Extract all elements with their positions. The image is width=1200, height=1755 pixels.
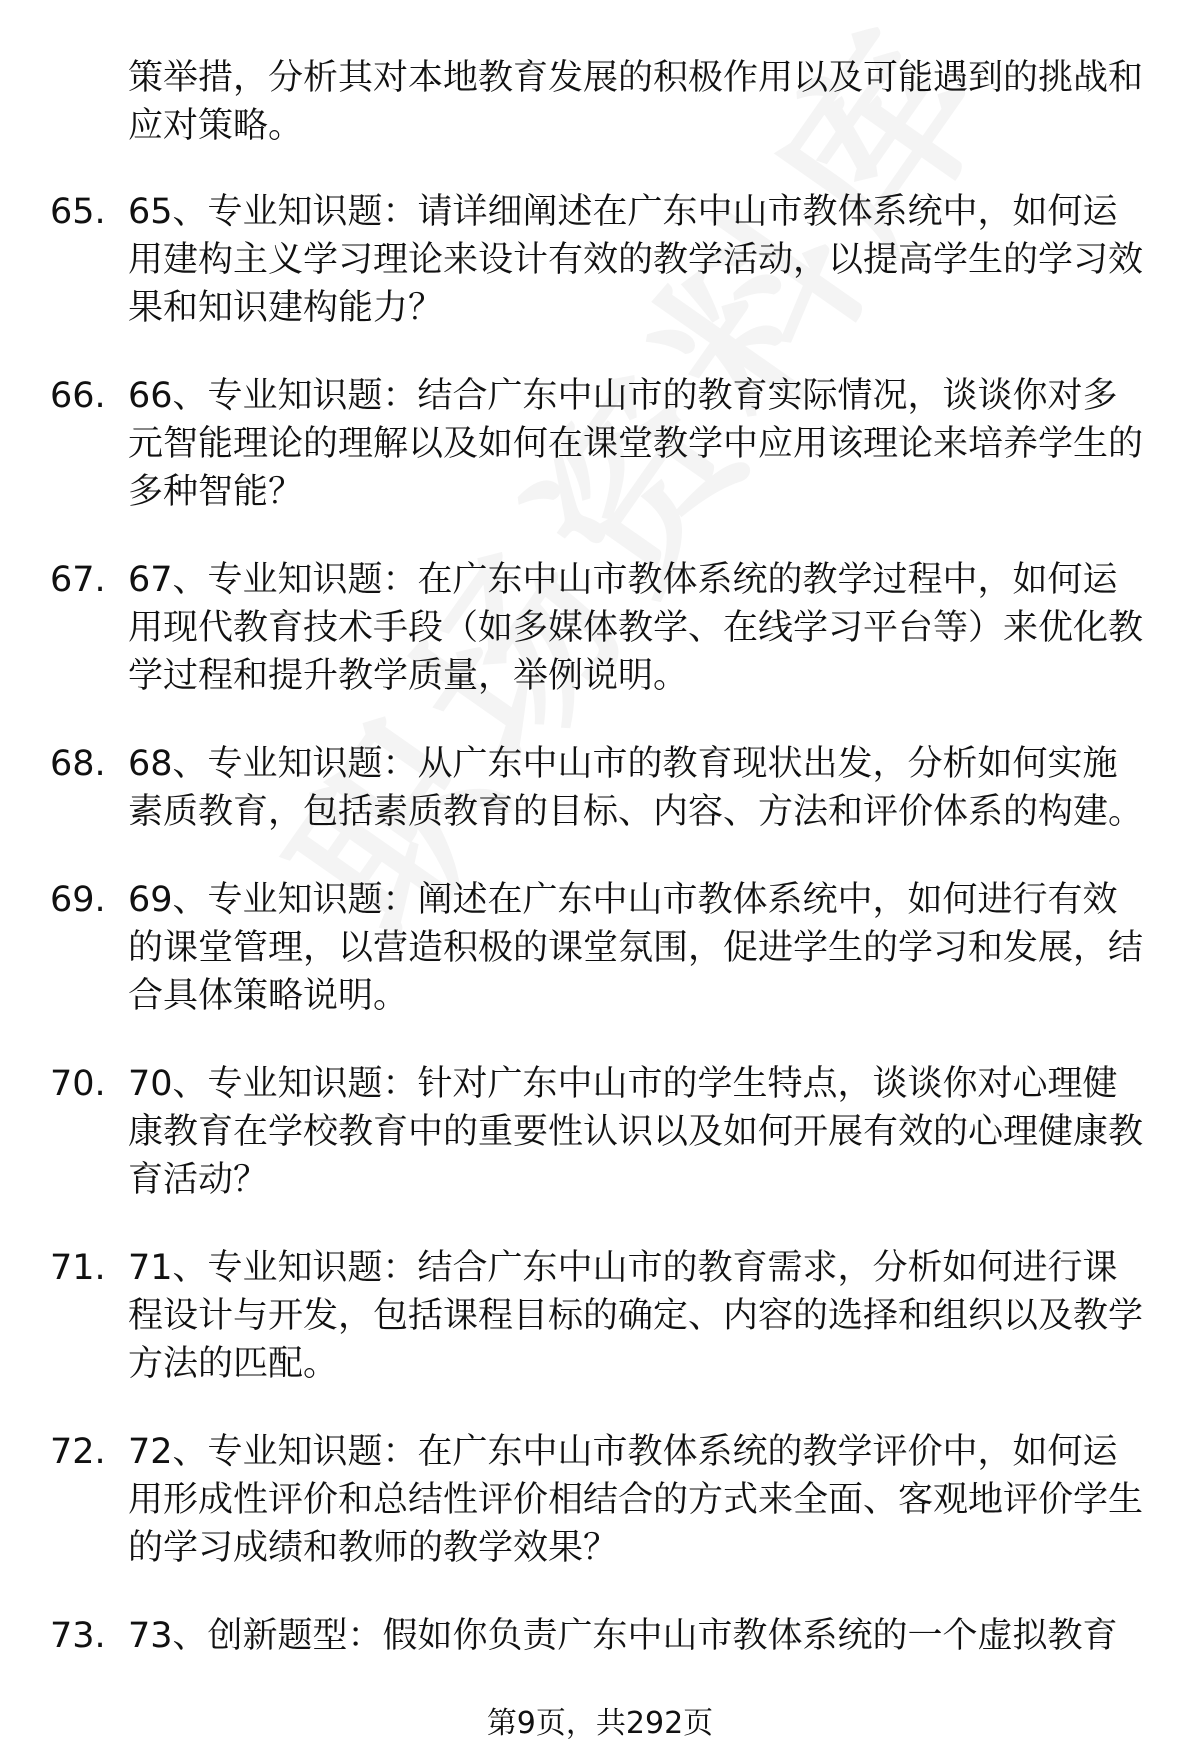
question-item-70 [50, 1060, 1150, 1204]
question-text: 69、专业知识题：阐述在广东中山市教体系统中，如何进行有效的课堂管理，以营造积极的课堂氛围，促进学生的学习和发展，结合具体策略说明。 [128, 880, 1144, 1016]
question-number: 71. [50, 1248, 106, 1288]
question-number: 72. [50, 1432, 106, 1472]
page-footer: 第9页，共292页 [486, 1706, 714, 1741]
question-list [50, 188, 1150, 1700]
question-item-73 [50, 1612, 1150, 1660]
question-text: 73、创新题型：假如你负责广东中山市教体系统的一个虚拟教育 [128, 1616, 1118, 1656]
question-text: 71、专业知识题：结合广东中山市的教育需求，分析如何进行课程设计与开发，包括课程目标的确定、内容的选择和组织以及教学方法的匹配。 [128, 1248, 1144, 1384]
question-text: 65、专业知识题：请详细阐述在广东中山市教体系统中，如何运用建构主义学习理论来设计有效的教学活动，以提高学生的学习效果和知识建构能力？ [128, 192, 1144, 328]
question-number: 68. [50, 744, 106, 784]
question-number: 67. [50, 560, 106, 600]
question-text: 70、专业知识题：针对广东中山市的学生特点，谈谈你对心理健康教育在学校教育中的重要性认识以及如何开展有效的心理健康教育活动？ [128, 1064, 1144, 1200]
question-number: 73. [50, 1616, 106, 1656]
question-number: 69. [50, 880, 106, 920]
continued-paragraph: 策举措，分析其对本地教育发展的积极作用以及可能遇到的挑战和应对策略。 [128, 58, 1144, 146]
question-item-68 [50, 740, 1150, 836]
question-text: 66、专业知识题：结合广东中山市的教育实际情况，谈谈你对多元智能理论的理解以及如何在课堂教学中应用该理论来培养学生的多种智能？ [128, 376, 1144, 512]
question-number: 65. [50, 192, 106, 232]
question-item-65 [50, 188, 1150, 332]
question-item-69 [50, 876, 1150, 1020]
question-item-66 [50, 372, 1150, 516]
question-item-71 [50, 1244, 1150, 1388]
question-text: 67、专业知识题：在广东中山市教体系统的教学过程中，如何运用现代教育技术手段（如多媒体教学、在线学习平台等）来优化教学过程和提升教学质量，举例说明。 [128, 560, 1144, 696]
question-item-67 [50, 556, 1150, 700]
question-number: 70. [50, 1064, 106, 1104]
question-text: 68、专业知识题：从广东中山市的教育现状出发，分析如何实施素质教育，包括素质教育的目标、内容、方法和评价体系的构建。 [128, 744, 1144, 832]
question-item-72 [50, 1428, 1150, 1572]
question-text: 72、专业知识题：在广东中山市教体系统的教学评价中，如何运用形成性评价和总结性评价相结合的方式来全面、客观地评价学生的学习成绩和教师的教学效果？ [128, 1432, 1144, 1568]
question-number: 66. [50, 376, 106, 416]
